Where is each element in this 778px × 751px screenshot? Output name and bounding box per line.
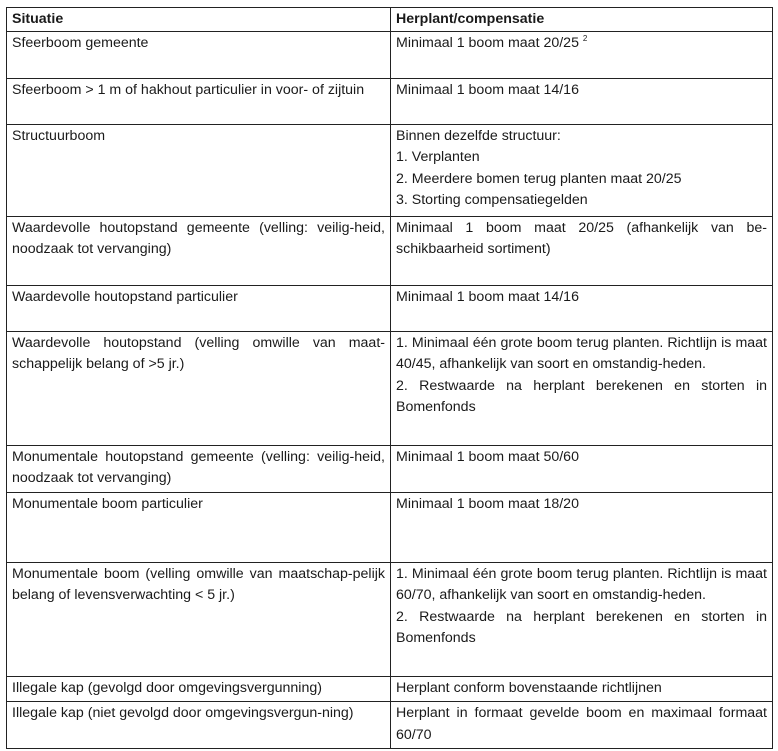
- situation-cell: Sfeerboom gemeente: [7, 31, 391, 78]
- situation-cell: Waardevolle houtopstand gemeente (velling: veilig-heid, noodzaak tot vervanging): [7, 216, 391, 285]
- situation-cell: Waardevolle houtopstand particulier: [7, 285, 391, 331]
- compensation-cell: Minimaal 1 boom maat 50/60: [391, 445, 773, 492]
- situation-cell: Structuurboom: [7, 124, 391, 216]
- table-row: [7, 445, 773, 492]
- compensation-cell: Herplant conform bovenstaande richtlijnen: [391, 676, 773, 702]
- table-row: [7, 285, 773, 331]
- table-row: [7, 124, 773, 216]
- compensation-cell: [391, 331, 773, 445]
- table-row: [7, 31, 773, 78]
- compensation-line: 2. Restwaarde na herplant berekenen en storten in Bomenfonds: [396, 377, 767, 415]
- compensation-line: 2. Restwaarde na herplant berekenen en storten in Bomenfonds: [396, 608, 767, 646]
- table-row: [7, 676, 773, 702]
- header-situation: Situatie: [7, 8, 391, 32]
- compensation-line: 2. Meerdere bomen terug planten maat 20/25: [396, 170, 682, 187]
- situation-cell: Monumentale boom (velling omwille van maatschap-pelijk belang of levensverwachting < 5 jr.): [7, 562, 391, 676]
- compensation-cell: Minimaal 1 boom maat 18/20: [391, 492, 773, 562]
- compensation-cell: Minimaal 1 boom maat 20/25 (afhankelijk van be-schikbaarheid sortiment): [391, 216, 773, 285]
- table-row: [7, 492, 773, 562]
- table-row: [7, 216, 773, 285]
- header-compensation: Herplant/compensatie: [391, 8, 773, 32]
- compensation-cell: [391, 562, 773, 676]
- compensation-cell: Minimaal 1 boom maat 14/16: [391, 78, 773, 124]
- compensation-line: 1. Verplanten: [396, 149, 480, 165]
- table-row: [7, 702, 773, 749]
- compensation-line: Binnen dezelfde structuur:: [396, 127, 561, 144]
- compensation-line: 3. Storting compensatiegelden: [396, 192, 588, 208]
- compensation-line: 1. Minimaal één grote boom terug planten. Richtlijn is maat 60/70, afhankelijk van soort en omstandig-heden.: [396, 565, 767, 603]
- situation-cell: Monumentale houtopstand gemeente (velling: veilig-heid, noodzaak tot vervanging): [7, 445, 391, 492]
- situation-cell: Illegale kap (gevolgd door omgevingsvergunning): [7, 676, 391, 702]
- compensation-cell: Minimaal 1 boom maat 14/16: [391, 285, 773, 331]
- table-header-row: [7, 8, 773, 32]
- situation-cell: Sfeerboom > 1 m of hakhout particulier in voor- of zijtuin: [7, 78, 391, 124]
- compensation-cell: Herplant in formaat gevelde boom en maximaal formaat 60/70: [391, 702, 773, 749]
- footnote-marker: 2: [582, 33, 588, 43]
- table-row: [7, 78, 773, 124]
- situation-cell: Waardevolle houtopstand (velling omwille van maat-schappelijk belang of >5 jr.): [7, 331, 391, 445]
- situation-cell: Monumentale boom particulier: [7, 492, 391, 562]
- compensation-cell: Minimaal 1 boom maat 20/25 $^2$: [391, 31, 773, 78]
- table-row: [7, 562, 773, 676]
- compensation-cell: [391, 124, 773, 216]
- situation-cell: Illegale kap (niet gevolgd door omgevingsvergun-ning): [7, 702, 391, 749]
- table-row: [7, 331, 773, 445]
- compensation-line: 1. Minimaal één grote boom terug planten. Richtlijn is maat 40/45, afhankelijk van soort en omstandig-heden.: [396, 334, 767, 372]
- compensation-table: [6, 7, 773, 749]
